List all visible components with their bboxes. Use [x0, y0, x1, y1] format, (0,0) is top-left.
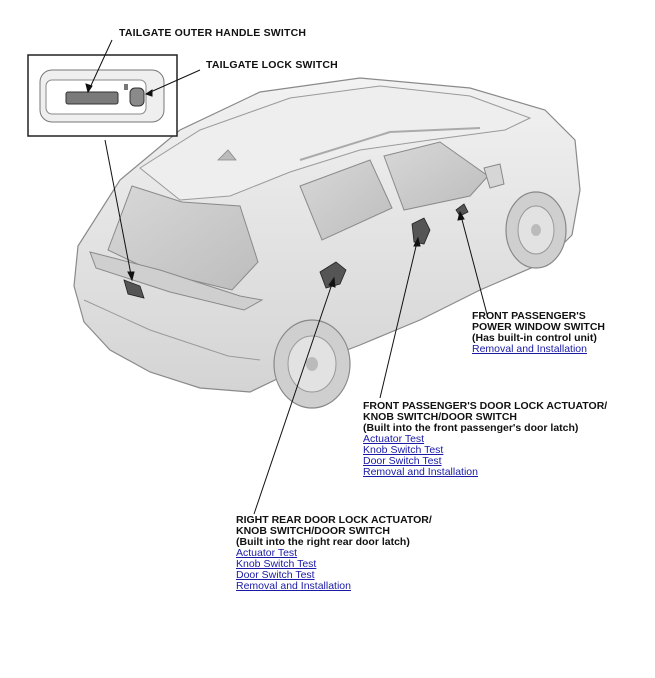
callout-line: KNOB SWITCH/DOOR SWITCH: [236, 525, 390, 537]
tailgate-lock-label: TAILGATE LOCK SWITCH: [206, 59, 338, 71]
knob-switch-test-link[interactable]: Knob Switch Test: [363, 444, 444, 456]
door-switch-test-link[interactable]: Door Switch Test: [363, 455, 442, 467]
front-wheel: [506, 192, 566, 268]
tailgate-outer-handle-label: TAILGATE OUTER HANDLE SWITCH: [119, 27, 307, 39]
callout-line: POWER WINDOW SWITCH: [472, 321, 605, 333]
callout-line: (Built into the right rear door latch): [236, 536, 410, 548]
callout-line: KNOB SWITCH/DOOR SWITCH: [363, 411, 517, 423]
removal-installation-link[interactable]: Removal and Installation: [236, 580, 351, 592]
door-switch-test-link[interactable]: Door Switch Test: [236, 569, 315, 581]
rear-wheel: [274, 320, 350, 408]
knob-switch-test-link[interactable]: Knob Switch Test: [236, 558, 317, 570]
removal-installation-link[interactable]: Removal and Installation: [472, 343, 587, 355]
actuator-test-link[interactable]: Actuator Test: [363, 433, 425, 445]
actuator-test-link[interactable]: Actuator Test: [236, 547, 298, 559]
callout-line: (Built into the front passenger's door latch): [363, 422, 579, 434]
callout-line: FRONT PASSENGER'S: [472, 310, 586, 322]
front-passenger-door-callout: [363, 401, 607, 478]
callout-line: FRONT PASSENGER'S DOOR LOCK ACTUATOR/: [363, 400, 608, 412]
right-rear-door-callout: [236, 515, 432, 592]
front-passenger-window-callout: [472, 311, 605, 355]
callout-line: RIGHT REAR DOOR LOCK ACTUATOR/: [236, 514, 432, 526]
tailgate-inset-box: [28, 55, 177, 136]
callout-line: (Has built-in control unit): [472, 332, 597, 344]
removal-installation-link[interactable]: Removal and Installation: [363, 466, 478, 478]
